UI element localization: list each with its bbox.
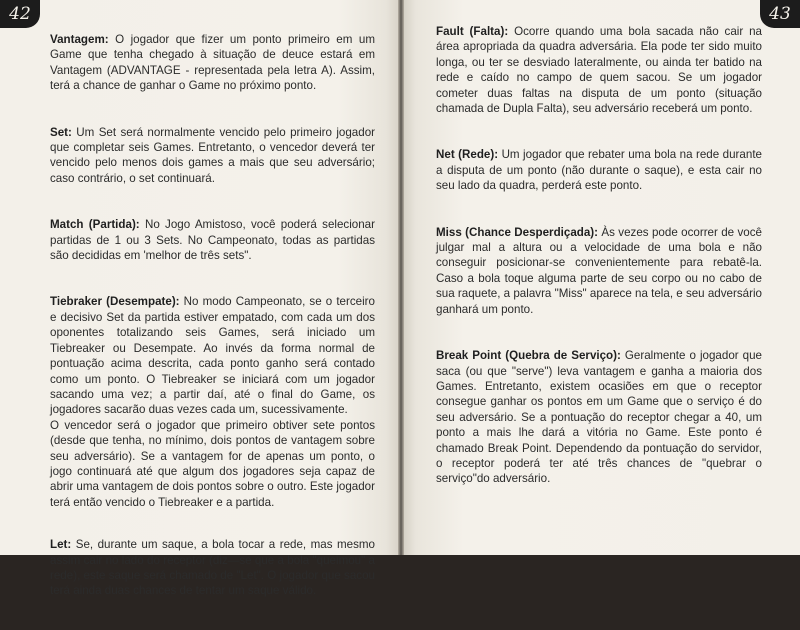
- entry-miss: [436, 225, 762, 317]
- entry-text: Se, durante um saque, a bola tocar a rede, mas mesmo assim cair no lado do receptor (diz—se que a bola "queimou" a rede), este saque será chamado de "Let". O jogador que sacou terá ainda duas chances de tentar um saque válido.: [50, 538, 375, 598]
- left-page-content: [50, 32, 375, 630]
- entry-text: O jogador que fizer um ponto primeiro em um Game que tenha chegado à situação de deuce estará em Vantagem (ADVANTAGE - representada pela letra A). Assim, terá a chance de ganhar o Game no próximo ponto.: [50, 33, 375, 93]
- entry-tiebraker: [50, 294, 375, 510]
- entry-term: Tiebraker (Desempate):: [50, 295, 180, 309]
- entry-text: Ocorre quando uma bola sacada não cair na área apropriada da quadra adversária. Ela pode ter sido muito longa, ou ter se desviado lateralmente, ou ainda ter batido na rede e caído no campo de quem sacou. Se um jogador cometer duas faltas na disputa de um ponto (situação chamada de Dupla Falta), seu adversário receberá um ponto.: [436, 25, 762, 116]
- entry-term: Break Point (Quebra de Serviço):: [436, 349, 621, 363]
- entry-fault: [436, 24, 762, 116]
- entry-break-point: [436, 348, 762, 487]
- entry-text: Às vezes pode ocorrer de você julgar mal a altura ou a velocidade de uma bola e não conseguir posicionar-se convenientemente para rebatê-la. Caso a bola toque alguma parte de seu corpo ou no cabo de sua raquete, a palavra "Miss" aparece na tela, e seu adversário ganhará um ponto.: [436, 225, 762, 316]
- right-page-content: [436, 24, 762, 518]
- entry-text: Geralmente o jogador que saca (ou que "serve") leva vantagem e ganha a maioria dos Games. Entretanto, existem ocasiões em que o receptor consegue ganhar os pontos em um Game que o serviço é do seu adversário. Se a pontuação do receptor chegar a 40, um ponto a mais lhe dará a vitória no Game. Este ponto é chamado Break Point. Dependendo da pontuação do servidor, o receptor poderá ter até três chances de "quebrar o serviço"do adversário.: [436, 349, 762, 486]
- entry-paragraph: [50, 294, 375, 417]
- entry-match: [50, 217, 375, 263]
- entry-paragraph: [50, 32, 375, 94]
- entry-let: [50, 537, 375, 599]
- entry-text: No modo Campeonato, se o terceiro e decisivo Set da partida estiver empatado, com cada um dos oponentes totalizando seis Games, será iniciado um Tiebreaker ou Desempate. Ao invés da forma normal de pontuação acima descrita, cada ponto ganho será contado como um ponto. O Tiebreaker se iniciará com um jogador sacando uma vez; a partir daí, até o final do Game, os jogadores sacarão duas vezes cada um, sucessivamente.: [50, 295, 375, 417]
- left-page: [0, 0, 398, 598]
- entry-paragraph: [50, 125, 375, 187]
- entry-paragraph: [50, 537, 375, 599]
- entry-paragraph: [436, 225, 762, 317]
- entry-paragraph: [50, 217, 375, 263]
- entry-text: No Jogo Amistoso, você poderá selecionar partidas de 1 ou 3 Sets. No Campeonato, todas as partidas são decididas em 'melhor de três sets".: [50, 218, 375, 263]
- page-number-right: 43: [760, 0, 800, 28]
- right-page: [404, 0, 800, 555]
- entry-term: Net (Rede):: [436, 148, 499, 162]
- entry-term: Fault (Falta):: [436, 25, 509, 38]
- entry-term: Let:: [50, 538, 72, 552]
- entry-term: Set:: [50, 125, 72, 139]
- entry-paragraph-continued: [50, 418, 375, 510]
- page-number-left: 42: [0, 0, 40, 28]
- entry-vantagem: [50, 32, 375, 94]
- entry-text: Um jogador que rebater uma bola na rede durante a disputa de um ponto (não durante o saque), e esta cair no seu lado da quadra, perderá este ponto.: [436, 148, 762, 193]
- entry-text: Um Set será normalmente vencido pelo primeiro jogador que completar seis Games. Entretanto, o vencedor deverá ter vencido pelo menos dois games a mais que seu adversário; caso contrário, o set continuará.: [50, 125, 376, 185]
- entry-paragraph: [436, 24, 762, 116]
- entry-paragraph: [436, 348, 762, 487]
- entry-net: [436, 147, 762, 193]
- entry-term: Miss (Chance Desperdiçada):: [436, 225, 599, 239]
- entry-term: Match (Partida):: [50, 218, 140, 232]
- entry-paragraph: [436, 147, 762, 193]
- entry-set: [50, 125, 375, 187]
- entry-term: Vantagem:: [50, 33, 109, 46]
- entry-text-continued: O vencedor será o jogador que primeiro obtiver sete pontos (desde que tenha, no mínimo, dois pontos de vantagem sobre seu adversário). Se a vantagem for de apenas um ponto, o jogo continuará até que algum dos jogadores seja capaz de abrir uma vantagem de dois pontos sobre o outro. Este jogador terá então vencido o Tiebreaker e a partida.: [50, 418, 375, 509]
